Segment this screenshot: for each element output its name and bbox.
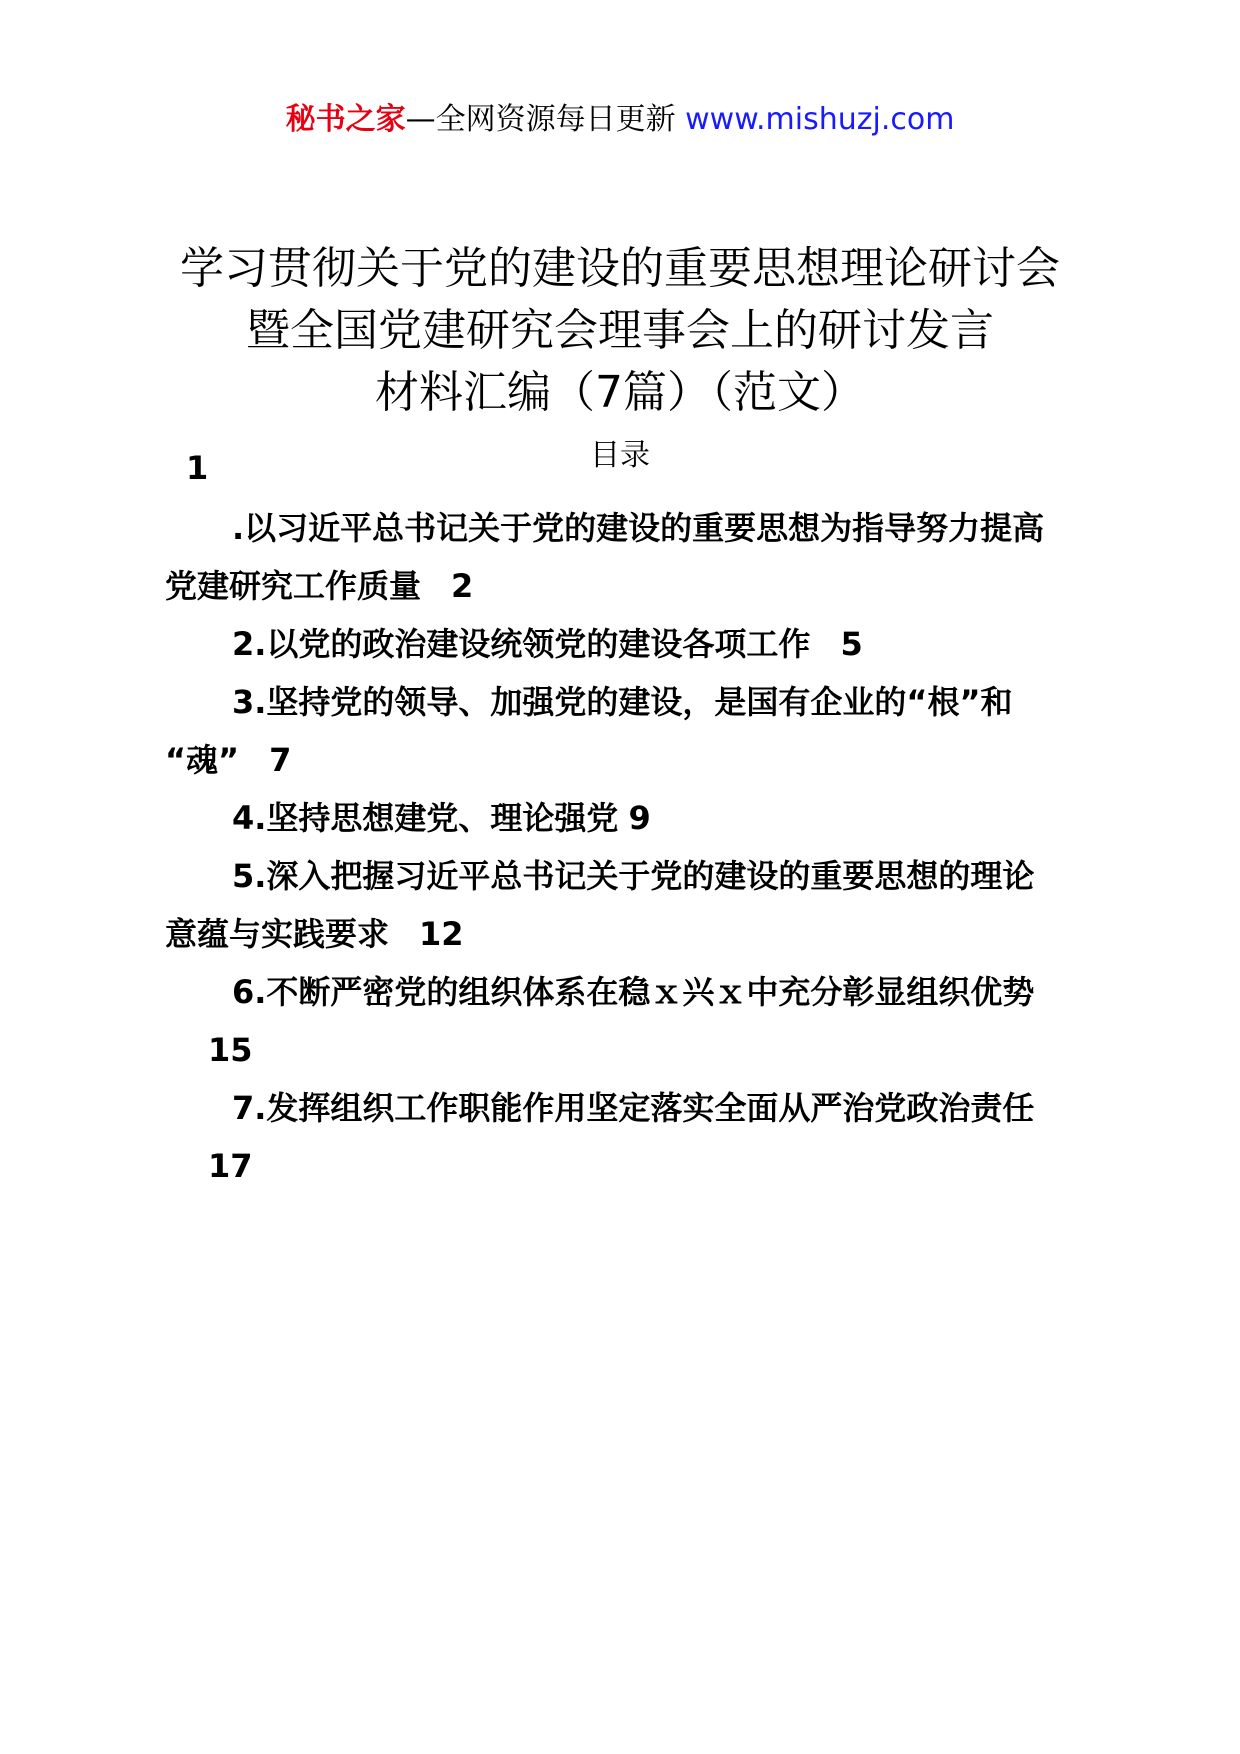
toc-item-5-title-cont: 意蕴与实践要求 (165, 915, 390, 953)
toc-item-2-title: 2.以党的政治建设统领党的建设各项工作 (232, 625, 811, 663)
toc-item-2-page: 5 (840, 625, 863, 663)
document-title (140, 238, 1100, 424)
toc-item-4-page: 9 (628, 799, 651, 837)
toc-item-4[interactable] (232, 798, 651, 838)
toc-item-1-page: 2 (451, 567, 474, 605)
toc-item-6-title[interactable]: 6.不断严密党的组织体系在稳ｘ兴ｘ中充分彰显组织优势 (232, 973, 1035, 1011)
site-url-link[interactable]: www.mishuzj.com (685, 102, 955, 137)
title-line-3: 材料汇编（7篇）（范文） (375, 367, 865, 418)
toc-item-2[interactable] (232, 624, 863, 664)
toc-item-5-page: 12 (419, 915, 464, 953)
toc-item-5-continuation[interactable] (165, 914, 464, 954)
toc-item-6-page[interactable]: 15 (208, 1031, 253, 1069)
toc-item-7-page[interactable]: 17 (208, 1147, 253, 1185)
title-line-1: 学习贯彻关于党的建设的重要思想理论研讨会 (180, 243, 1060, 294)
toc-item-3-title-cont: “魂” (165, 741, 240, 779)
toc-item-5-title[interactable]: 5.深入把握习近平总书记关于党的建设的重要思想的理论 (232, 857, 1035, 895)
toc-item-1-title[interactable]: .以习近平总书记关于党的建设的重要思想为指导努力提高 (232, 509, 1045, 547)
toc-item-3-continuation[interactable] (165, 740, 291, 780)
toc-item-7-title[interactable]: 7.发挥组织工作职能作用坚定落实全面从严治党政治责任 (232, 1089, 1035, 1127)
header-tagline: —全网资源每日更新 (405, 102, 676, 137)
toc-item-1-title-cont: 党建研究工作质量 (165, 567, 422, 605)
title-line-2: 暨全国党建研究会理事会上的研讨发言 (246, 305, 994, 356)
toc-heading: 目录 (590, 438, 650, 473)
toc-item-1-number[interactable]: 1 (186, 449, 209, 487)
toc-item-1-continuation[interactable] (165, 566, 473, 606)
toc-item-4-title: 4.坚持思想建党、理论强党 (232, 799, 619, 837)
site-header (0, 100, 1240, 140)
toc-item-3-page: 7 (269, 741, 292, 779)
brand-name: 秘书之家 (285, 102, 406, 137)
toc-item-3-title[interactable]: 3.坚持党的领导、加强党的建设，是国有企业的“根”和 (232, 683, 1013, 721)
